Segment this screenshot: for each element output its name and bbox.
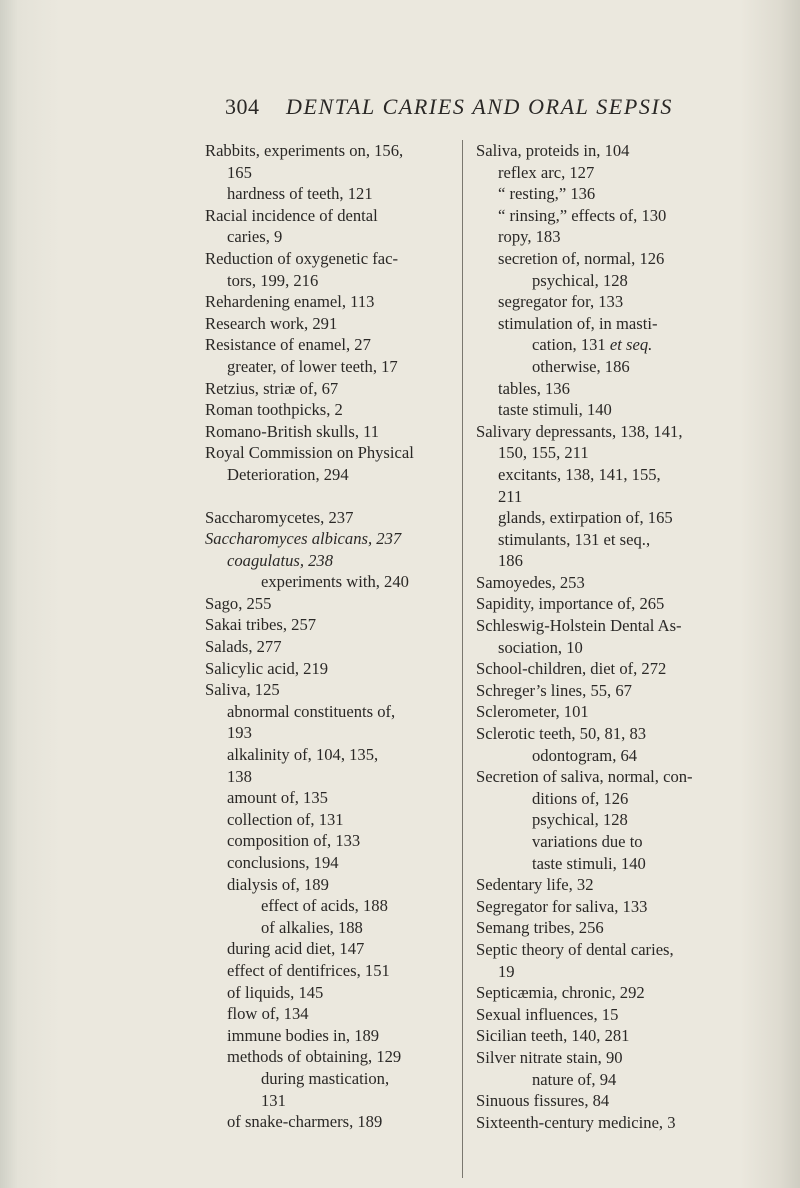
index-entry: Sakai tribes, 257 xyxy=(205,615,317,635)
page-number: 304 xyxy=(225,94,260,119)
index-entry: Saccharomyces albicans, 237 xyxy=(205,529,402,549)
index-entry: Secretion of saliva, normal, con- xyxy=(476,767,693,787)
index-entry: caries, 9 xyxy=(227,227,283,247)
index-entry: amount of, 135 xyxy=(227,788,328,808)
index-entry: otherwise, 186 xyxy=(532,356,630,376)
index-entry: glands, extirpation of, 165 xyxy=(498,508,673,528)
index-entry: secretion of, normal, 126 xyxy=(498,248,665,268)
index-entry: 19 xyxy=(498,961,515,981)
index-entry: taste stimuli, 140 xyxy=(532,853,646,873)
index-entry: Sinuous fissures, 84 xyxy=(476,1091,610,1111)
index-entry: dialysis of, 189 xyxy=(227,874,329,894)
index-entry: 186 xyxy=(498,551,523,571)
index-entry: experiments with, 240 xyxy=(261,572,409,592)
index-entry: coagulatus, 238 xyxy=(227,550,334,570)
running-title: DENTAL CARIES AND ORAL SEPSIS xyxy=(286,94,674,119)
index-entry: excitants, 138, 141, 155, xyxy=(498,464,661,484)
index-entry: 131 xyxy=(261,1090,286,1110)
index-entry: odontogram, 64 xyxy=(532,745,638,765)
index-entry: immune bodies in, 189 xyxy=(227,1025,380,1045)
index-entry: Septic theory of dental caries, xyxy=(476,939,674,959)
index-entry: 193 xyxy=(227,723,252,743)
index-entry: Resistance of enamel, 27 xyxy=(205,335,371,355)
index-entry: School-children, diet of, 272 xyxy=(476,659,667,679)
index-entry: Septicæmia, chronic, 292 xyxy=(476,983,645,1003)
index-entry: of liquids, 145 xyxy=(227,982,324,1002)
index-entry: Sclerotic teeth, 50, 81, 83 xyxy=(476,724,647,744)
index-entry: of snake-charmers, 189 xyxy=(227,1112,383,1132)
index-entry: Reduction of oxygenetic fac- xyxy=(205,248,399,268)
index-entry: Saliva, 125 xyxy=(205,680,280,700)
index-entry: Semang tribes, 256 xyxy=(476,918,604,938)
index-entry: taste stimuli, 140 xyxy=(498,400,612,420)
index-entry: cation, 131 et seq. xyxy=(532,335,653,355)
index-entry: greater, of lower teeth, 17 xyxy=(227,356,398,376)
index-entry: psychical, 128 xyxy=(532,810,628,830)
index-entry: reflex arc, 127 xyxy=(498,162,595,182)
index-entry: Sago, 255 xyxy=(205,593,272,613)
index-entry: ditions of, 126 xyxy=(532,788,629,808)
index-entry: Racial incidence of dental xyxy=(205,205,378,225)
index-entry: 150, 155, 211 xyxy=(498,443,589,463)
index-entry: flow of, 134 xyxy=(227,1004,309,1024)
page-header xyxy=(0,94,800,124)
index-entry: conclusions, 194 xyxy=(227,853,339,872)
index-entry: Sapidity, importance of, 265 xyxy=(476,594,665,614)
index-entry: Samoyedes, 253 xyxy=(476,572,585,592)
index-entry: Rabbits, experiments on, 156, xyxy=(205,141,404,160)
index-entry: Salicylic acid, 219 xyxy=(205,658,329,678)
index-entry: Schleswig-Holstein Dental As- xyxy=(476,616,682,636)
index-entry: stimulation of, in masti- xyxy=(498,313,658,333)
index-entry: Sedentary life, 32 xyxy=(476,875,594,895)
index-entry: Deterioration, 294 xyxy=(227,464,349,484)
column-divider xyxy=(462,140,463,1178)
index-entry: composition of, 133 xyxy=(227,831,361,851)
index-entry: of alkalies, 188 xyxy=(261,917,363,937)
index-entry: Retzius, striæ of, 67 xyxy=(205,378,339,398)
index-entry: Salivary depressants, 138, 141, xyxy=(476,421,683,441)
index-entry: “ resting,” 136 xyxy=(498,184,596,204)
index-entry: Silver nitrate stain, 90 xyxy=(476,1047,623,1067)
index-entry: methods of obtaining, 129 xyxy=(227,1047,402,1067)
index-entry: segregator for, 133 xyxy=(498,292,624,312)
index-entry: collection of, 131 xyxy=(227,809,344,829)
index-entry: effect of acids, 188 xyxy=(261,896,388,916)
index-entry: Sicilian teeth, 140, 281 xyxy=(476,1026,630,1046)
index-entry: effect of dentifrices, 151 xyxy=(227,960,390,980)
index-entry: 138 xyxy=(227,766,252,786)
index-entry: hardness of teeth, 121 xyxy=(227,184,373,204)
index-entry: 211 xyxy=(498,486,523,506)
index-entry: Salads, 277 xyxy=(205,637,282,657)
index-entry: sociation, 10 xyxy=(498,637,583,657)
index-entry: Segregator for saliva, 133 xyxy=(476,896,648,916)
index-entry: 165 xyxy=(227,162,252,182)
index-entry: Research work, 291 xyxy=(205,313,338,333)
index-entry: Sclerometer, 101 xyxy=(476,702,589,722)
index-entry: tors, 199, 216 xyxy=(227,270,319,290)
index-entry: Sexual influences, 15 xyxy=(476,1004,619,1024)
index-entry: tables, 136 xyxy=(498,378,570,398)
index-entry: ropy, 183 xyxy=(498,227,561,247)
index-entry: Saccharomycetes, 237 xyxy=(205,507,354,527)
index-column-left xyxy=(205,140,460,1133)
index-entry: “ rinsing,” effects of, 130 xyxy=(498,205,667,225)
index-entry: Romano-British skulls, 11 xyxy=(205,421,380,441)
index-gap xyxy=(205,486,460,507)
index-column-right xyxy=(476,140,744,1133)
index-entry: abnormal constituents of, xyxy=(227,701,396,721)
index-entry: Roman toothpicks, 2 xyxy=(205,400,343,420)
index-entry: during acid diet, 147 xyxy=(227,939,365,959)
index-entry: Saliva, proteids in, 104 xyxy=(476,141,630,160)
index-entry: Royal Commission on Physical xyxy=(205,443,414,463)
index-entry: Sixteenth-century medicine, 3 xyxy=(476,1112,676,1132)
index-entry: variations due to xyxy=(532,832,643,851)
index-entry: stimulants, 131 et seq., xyxy=(498,529,651,549)
index-entry: alkalinity of, 104, 135, xyxy=(227,745,379,765)
index-entry: Schreger’s lines, 55, 67 xyxy=(476,680,632,700)
index-entry: Rehardening enamel, 113 xyxy=(205,292,375,312)
index-entry: during mastication, xyxy=(261,1068,390,1088)
index-entry: nature of, 94 xyxy=(532,1069,617,1089)
index-entry: psychical, 128 xyxy=(532,270,628,290)
